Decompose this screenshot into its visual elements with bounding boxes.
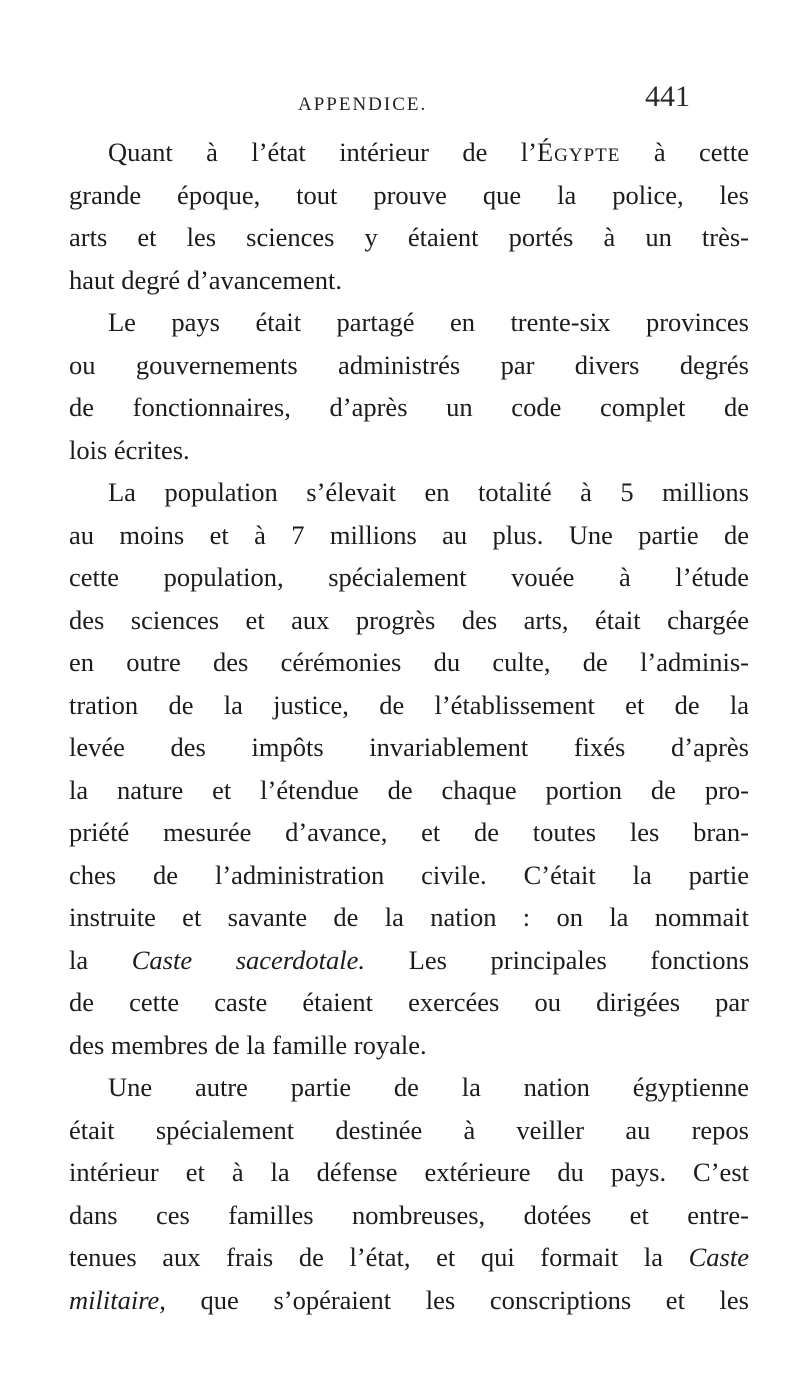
- text-line: grande époque, tout prouve que la police, les: [69, 179, 749, 210]
- text-line: Quant à l’état intérieur de l’Égypte à cette: [108, 137, 750, 167]
- text-line: était spécialement destinée à veiller au repos: [69, 1114, 749, 1145]
- text-line: intérieur et à la défense extérieure du pays. C’est: [69, 1157, 749, 1187]
- text-line: la Caste sacerdotale. Les principales fonctions: [69, 944, 750, 975]
- text-line: lois écrites.: [69, 434, 190, 465]
- small-caps-word: Égypte: [536, 137, 621, 167]
- body-text: [69, 131, 749, 1321]
- text-line: de fonctionnaires, d’après un code complet de: [69, 392, 749, 422]
- text-line: instruite et savante de la nation : on la nommait: [69, 902, 749, 932]
- text-line: dans ces familles nombreuses, dotées et entre-: [69, 1199, 749, 1230]
- text-line: ches de l’administration civile. C’était la partie: [69, 859, 749, 890]
- text-line: priété mesurée d’avance, et de toutes les bran-: [69, 817, 749, 847]
- text-line: cette population, spécialement vouée à l’étude: [69, 562, 749, 592]
- text-line: Une autre partie de la nation égyptienne: [108, 1072, 749, 1102]
- page-header: [0, 80, 801, 120]
- text-line: militaire, que s’opéraient les conscriptions et les: [69, 1284, 749, 1315]
- text-line: Le pays était partagé en trente-six provinces: [108, 307, 749, 337]
- text-line: de cette caste étaient exercées ou dirigées par: [69, 987, 749, 1017]
- text-line: levée des impôts invariablement fixés d’après: [69, 732, 749, 762]
- text-line: des sciences et aux progrès des arts, était chargée: [69, 604, 749, 635]
- text-line: arts et les sciences y étaient portés à un très-: [69, 222, 749, 252]
- page-number: 441: [645, 80, 690, 113]
- italic-term: Caste: [688, 1242, 749, 1272]
- text-line: La population s’élevait en totalité à 5 millions: [108, 477, 749, 507]
- text-line: au moins et à 7 millions au plus. Une partie de: [69, 519, 749, 550]
- text-line: tenues aux frais de l’état, et qui formait la Caste: [69, 1242, 749, 1272]
- text-line: ou gouvernements administrés par divers degrés: [69, 349, 749, 380]
- running-head: APPENDICE.: [298, 94, 428, 115]
- text-line: des membres de la famille royale.: [69, 1029, 427, 1060]
- italic-term: Caste sacerdotale.: [131, 944, 366, 975]
- italic-term: militaire: [69, 1284, 160, 1315]
- text-line: la nature et l’étendue de chaque portion de pro-: [69, 774, 749, 805]
- text-line: tration de la justice, de l’établissement et de la: [69, 689, 749, 720]
- text-line: haut degré d’avancement.: [69, 264, 342, 295]
- text-line: en outre des cérémonies du culte, de l’adminis-: [69, 647, 749, 677]
